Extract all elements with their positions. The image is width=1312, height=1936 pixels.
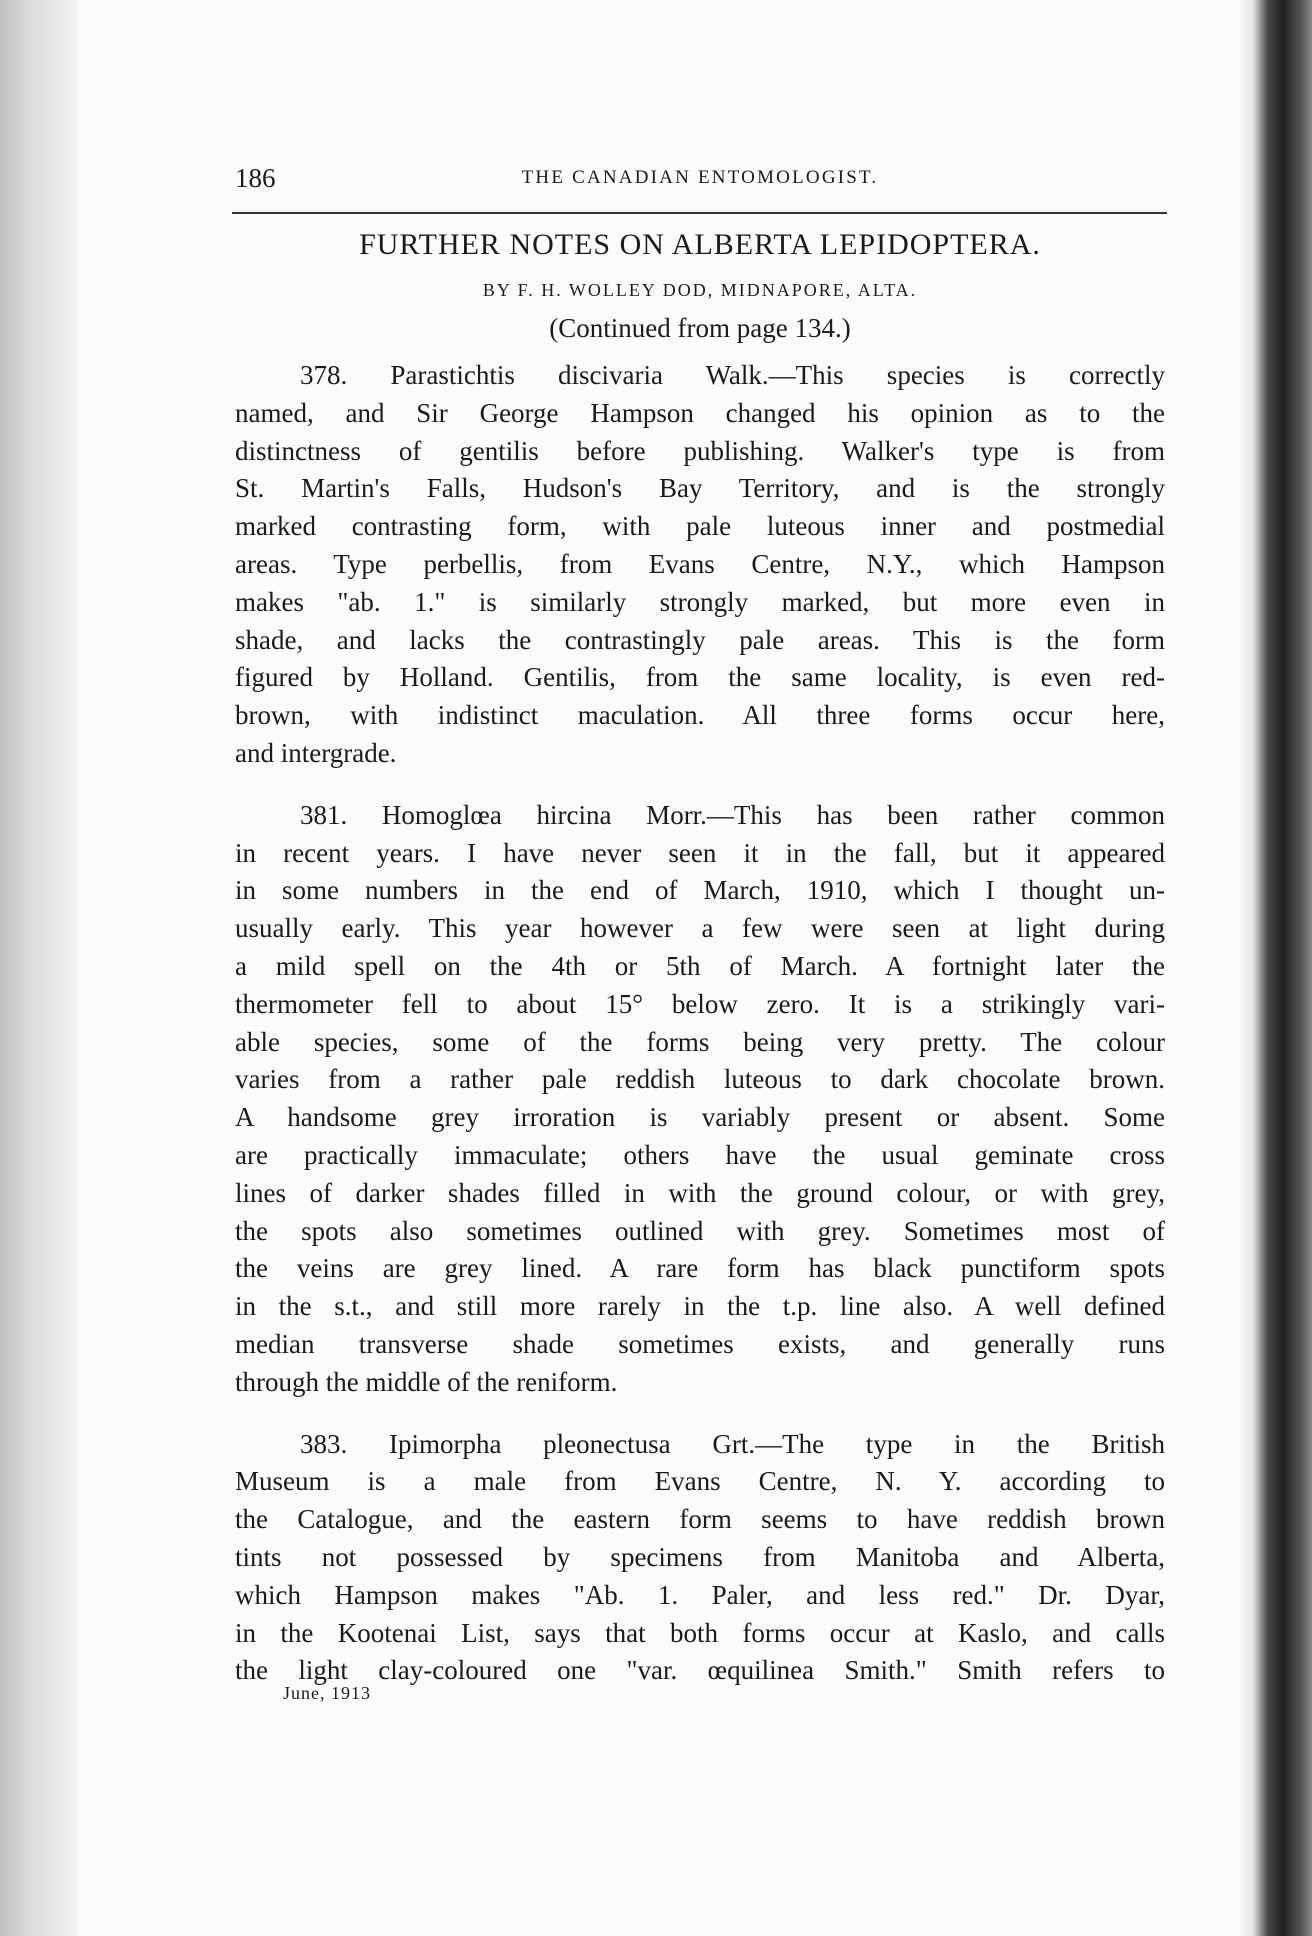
article-title: FURTHER NOTES ON ALBERTA LEPIDOPTERA. (359, 228, 1041, 261)
text-line: the veins are grey lined. A rare form has black punctiform spots (235, 1253, 1165, 1284)
text-line: named, and Sir George Hampson changed his opinion as to the (235, 397, 1165, 428)
text-line: usually early. This year however a few were seen at light during (235, 913, 1165, 944)
scan-margin-left (0, 0, 78, 1936)
text-line: able species, some of the forms being very pretty. The colour (235, 1026, 1165, 1057)
paragraph-1 (235, 357, 1165, 773)
text-line: 378. Parastichtis discivaria Walk.—This species is correctly (300, 360, 1165, 390)
text-line: shade, and lacks the contrastingly pale areas. This is the form (235, 624, 1165, 655)
text-line: 383. Ipimorpha pleonectusa Grt.—The type in the British (300, 1428, 1165, 1459)
header-rule (232, 212, 1167, 214)
text-line: brown, with indistinct maculation. All three forms occur here, (235, 700, 1165, 731)
text-line: the Catalogue, and the eastern form seems to have reddish brown (235, 1504, 1165, 1535)
page-header (235, 163, 1165, 207)
text-line: thermometer fell to about 15° below zero. It is a strikingly vari- (235, 988, 1165, 1019)
text-line: varies from a rather pale reddish luteous to dark chocolate brown. (235, 1064, 1165, 1095)
book-gutter (1238, 0, 1312, 1936)
text-line: median transverse shade sometimes exists, and generally runs (235, 1328, 1165, 1359)
text-line: 381. Homoglœa hircina Morr.—This has been rather common (300, 799, 1165, 830)
text-line: are practically immaculate; others have the usual geminate cross (235, 1139, 1165, 1170)
paragraph-3 (235, 1426, 1165, 1691)
text-line: makes "ab. 1." is similarly strongly marked, but more even in (235, 586, 1165, 617)
continued-note: (Continued from page 134.) (549, 313, 851, 343)
text-line: St. Martin's Falls, Hudson's Bay Territory, and is the strongly (235, 473, 1165, 504)
text-line: Museum is a male from Evans Centre, N. Y. according to (235, 1466, 1165, 1497)
text-line: in recent years. I have never seen it in the fall, but it appeared (235, 837, 1165, 868)
text-line: and intergrade. (235, 737, 397, 768)
text-line: a mild spell on the 4th or 5th of March. A fortnight later the (235, 950, 1165, 981)
text-line: which Hampson makes "Ab. 1. Paler, and less red." Dr. Dyar, (235, 1579, 1165, 1610)
article-body (235, 357, 1165, 1714)
page-number: 186 (235, 163, 276, 193)
text-line: A handsome grey irroration is variably present or absent. Some (235, 1102, 1165, 1133)
text-line: the spots also sometimes outlined with grey. Sometimes most of (235, 1215, 1165, 1246)
text-line: in some numbers in the end of March, 1910, which I thought un- (235, 875, 1165, 906)
running-title: THE CANADIAN ENTOMOLOGIST. (521, 167, 879, 188)
text-line: the light clay-coloured one "var. œquilinea Smith." Smith refers to (235, 1655, 1165, 1686)
text-line: in the s.t., and still more rarely in the t.p. line also. A well defined (235, 1291, 1165, 1322)
article-byline: BY F. H. WOLLEY DOD, MIDNAPORE, ALTA. (482, 280, 918, 300)
text-line: areas. Type perbellis, from Evans Centre, N.Y., which Hampson (235, 548, 1165, 579)
text-line: lines of darker shades filled in with the ground colour, or with grey, (235, 1177, 1165, 1208)
text-line: through the middle of the reniform. (235, 1366, 618, 1397)
text-line: distinctness of gentilis before publishing. Walker's type is from (235, 435, 1165, 466)
paragraph-2 (235, 797, 1165, 1402)
footer-date: June, 1913 (283, 1683, 371, 1703)
text-line: tints not possessed by specimens from Manitoba and Alberta, (235, 1541, 1165, 1572)
text-line: marked contrasting form, with pale luteous inner and postmedial (235, 511, 1165, 542)
text-line: figured by Holland. Gentilis, from the same locality, is even red- (235, 662, 1165, 693)
text-line: in the Kootenai List, says that both forms occur at Kaslo, and calls (235, 1617, 1165, 1648)
